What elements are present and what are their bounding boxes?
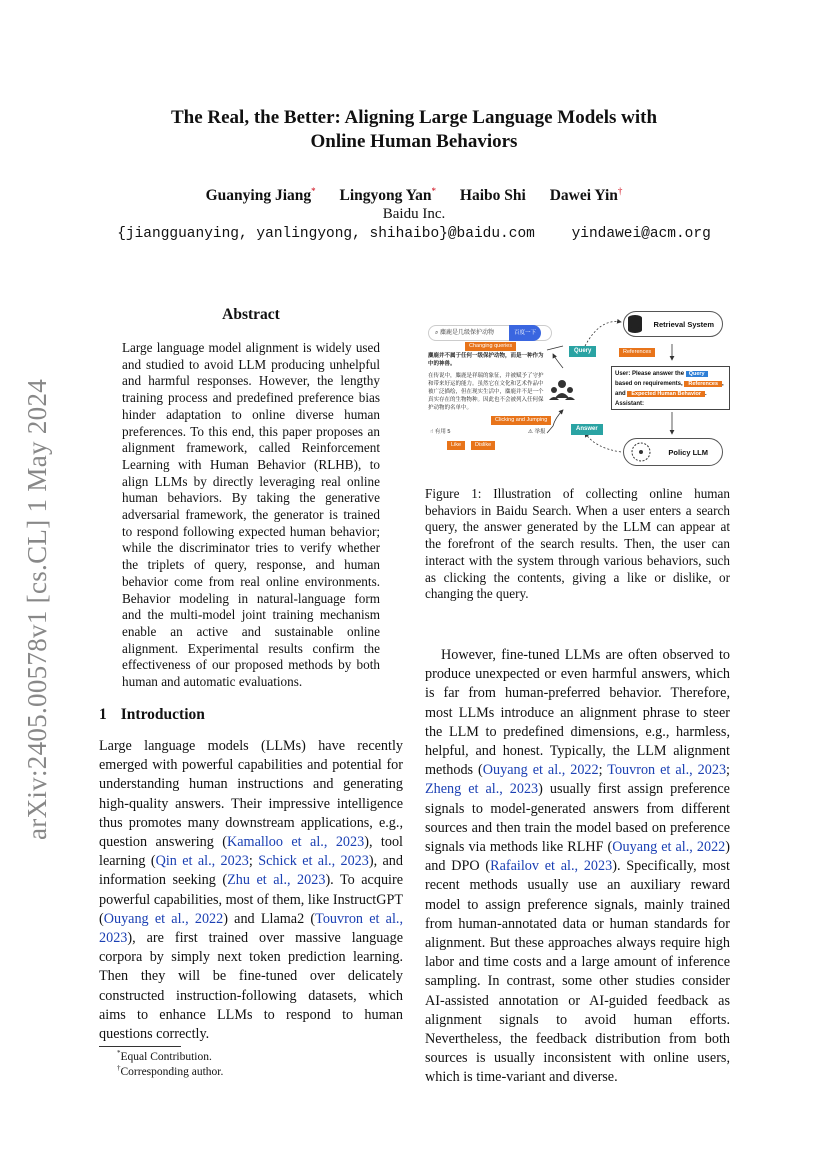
footnote-1: *Equal Contribution.	[117, 1049, 212, 1063]
email-group[interactable]: {jiangguanying, yanlingyong, shihaibo}@baidu.com	[117, 226, 535, 242]
retrieval-system: Retrieval System	[623, 311, 723, 337]
paper-title	[0, 106, 828, 154]
like-label: Like	[447, 441, 465, 450]
author: Haibo Shi	[459, 187, 526, 205]
arxiv-stamp: arXiv:2405.00578v1 [cs.CL] 1 May 2024	[22, 378, 52, 840]
citation-link[interactable]: Qin et al., 2023	[155, 853, 249, 870]
report-icon: ⚠	[528, 429, 535, 435]
citation-link[interactable]: Rafailov et al., 2023	[490, 858, 613, 875]
author: Guanying Jiang*	[205, 186, 316, 205]
author: Lingyong Yan*	[339, 186, 437, 205]
figure-1	[425, 308, 730, 473]
prompt-box: User: Please answer the Query based on requirements, References , and Expected Human Behavior . Assistant:	[611, 366, 730, 410]
title-line-1: The Real, the Better: Aligning Large Language Models with	[170, 107, 658, 128]
changing-queries-label: Changing queries	[465, 342, 516, 351]
citation-link[interactable]: Ouyang et al., 2022	[612, 839, 726, 856]
section-title: Introduction	[120, 706, 205, 723]
query-tag: Query	[569, 346, 596, 357]
citation-link[interactable]: Schick et al., 2023	[258, 853, 369, 870]
answer-line: 麋鹿并不属于任何一级保护动物，而是一种作为中的神兽。	[428, 353, 544, 367]
intro-paragraph: Large language models (LLMs) have recently emerged with powerful capabilities and potential for understanding human instructions and generating high-quality answers. Their impressive intelligence thus promotes many downstream applications, e.g., question answering (Kamalloo et al., 2023), tool learning (Qin et al., 2023; Schick et al., 2023), and information seeking (Zhu et al., 2023). To acquire powerful capabilities, most of them, like InstructGPT (Ouyang et al., 2022) and Llama2 (Touvron et al., 2023), are first trained over massive language corpora by simply next token prediction learning. Then they will be fine-tuned over delicately constructed instruction-following datasets, which aims to enhance LLMs to respond to human questions correctly.	[99, 738, 403, 1043]
answer-body: 在传说中，麋鹿是祥瑞的象征，并被赋予了守护和带来好运的能力。虽然它在文化和艺术作品中被广泛描绘，但在现实生活中，麋鹿并不是一个真实存在的生物物种。因此也不会被列入任何保护动物的名单中。	[428, 373, 544, 411]
abstract-text: Large language model alignment is widely used and studied to avoid LLM producing unhelpful and harmful responses. However, the lengthy training process and predefined preference bias hinder adaptation to online diverse human preferences. To this end, this paper proposes an alignment framework, called Reinforcement Learning with Human Behavior (RLHB), to align LLMs by directly leveraging real online human behaviors. By taking the generative adversarial framework, the generator is trained to respond following expected human behavior; while the discriminator tries to verify whether the triplets of query, response, and human behavior come from real online environments. Behavior modeling in natural-language form and the multi-model joint training mechanism enable an active and sustainable online alignment. Experimental results confirm the effectiveness of our proposed methods by both human and automatic evaluations.	[122, 340, 380, 690]
section-heading	[99, 706, 205, 724]
useful-button[interactable]: ☝ 有用 5	[430, 429, 451, 435]
citation-link[interactable]: Touvron et al., 2023	[607, 762, 727, 779]
citation-link[interactable]: Zhu et al., 2023	[227, 872, 326, 889]
figure-caption: Figure 1: Illustration of collecting online human behaviors in Baidu Search. When a user enters a search query, the answer generated by the LLM can appear at the forefront of the search results. Then, the user can interact with the system through various behaviors, such as clicking the contents, giving a like or dislike, or changing the query.	[425, 486, 730, 602]
search-input[interactable]: ⌕ 麋鹿是几级保护动物	[428, 325, 552, 341]
answer-tag: Answer	[571, 424, 603, 435]
report-button[interactable]: ⚠ 举报	[528, 429, 546, 435]
search-button[interactable]: 百度一下	[509, 325, 541, 341]
citation-link[interactable]: Ouyang et al., 2022	[103, 910, 224, 927]
search-icon: ⌕	[435, 330, 441, 336]
body-paragraph: However, fine-tuned LLMs are often observed to produce unexpected or even harmful answers, which is far from human-preferred behavior. Therefore, most LLMs introduce an alignment phrase to steer the LLM to predefined dimensions, e.g., harmless, helpful, and honest. Typically, the LLM alignment methods (Ouyang et al., 2022; Touvron et al., 2023; Zheng et al., 2023) usually first assign preference signals to model-generated answers from different sources and then train the model based on preference signals via methods like RLHF (Ouyang et al., 2022) and DPO (Rafailov et al., 2023). Specifically, most recent methods usually use an auxiliary reward model to assign preference signals, mainly trained from human-annotated data or human standards for alignment. But these approaches always require high labor and time costs and a large amount of inference sampling. In contrast, some other studies consider AI-assisted annotation or AI-guided feedback as alignment signals to avoid human efforts. Nevertheless, the feedback distribution from both sources is usually inconsistent with online users, which is time-variant and diverse.	[425, 647, 730, 1086]
citation-link[interactable]: Touvron et al., 2023	[99, 910, 403, 947]
thumb-icon: ☝	[430, 429, 435, 435]
citation-link[interactable]: Zheng et al., 2023	[425, 781, 539, 798]
affiliation: Baidu Inc.	[382, 206, 446, 222]
section-number: 1	[99, 706, 107, 723]
author-list	[0, 186, 828, 205]
clicking-label: Clicking and Jumping	[491, 416, 551, 425]
policy-llm: Policy LLM	[623, 438, 723, 466]
citation-link[interactable]: Kamalloo et al., 2023	[227, 834, 365, 851]
emails	[0, 226, 828, 242]
title-line-2: Online Human Behaviors	[310, 131, 518, 152]
references-label: References	[619, 348, 655, 357]
users-icon	[549, 380, 575, 400]
email[interactable]: yindawei@acm.org	[571, 226, 711, 242]
dislike-label: Dislike	[471, 441, 495, 450]
abstract-heading: Abstract	[222, 306, 280, 323]
citation-link[interactable]: Ouyang et al., 2022	[482, 762, 599, 779]
author: Dawei Yin†	[549, 186, 623, 205]
footnote-rule	[99, 1046, 181, 1047]
footnote-2: †Corresponding author.	[117, 1064, 224, 1078]
